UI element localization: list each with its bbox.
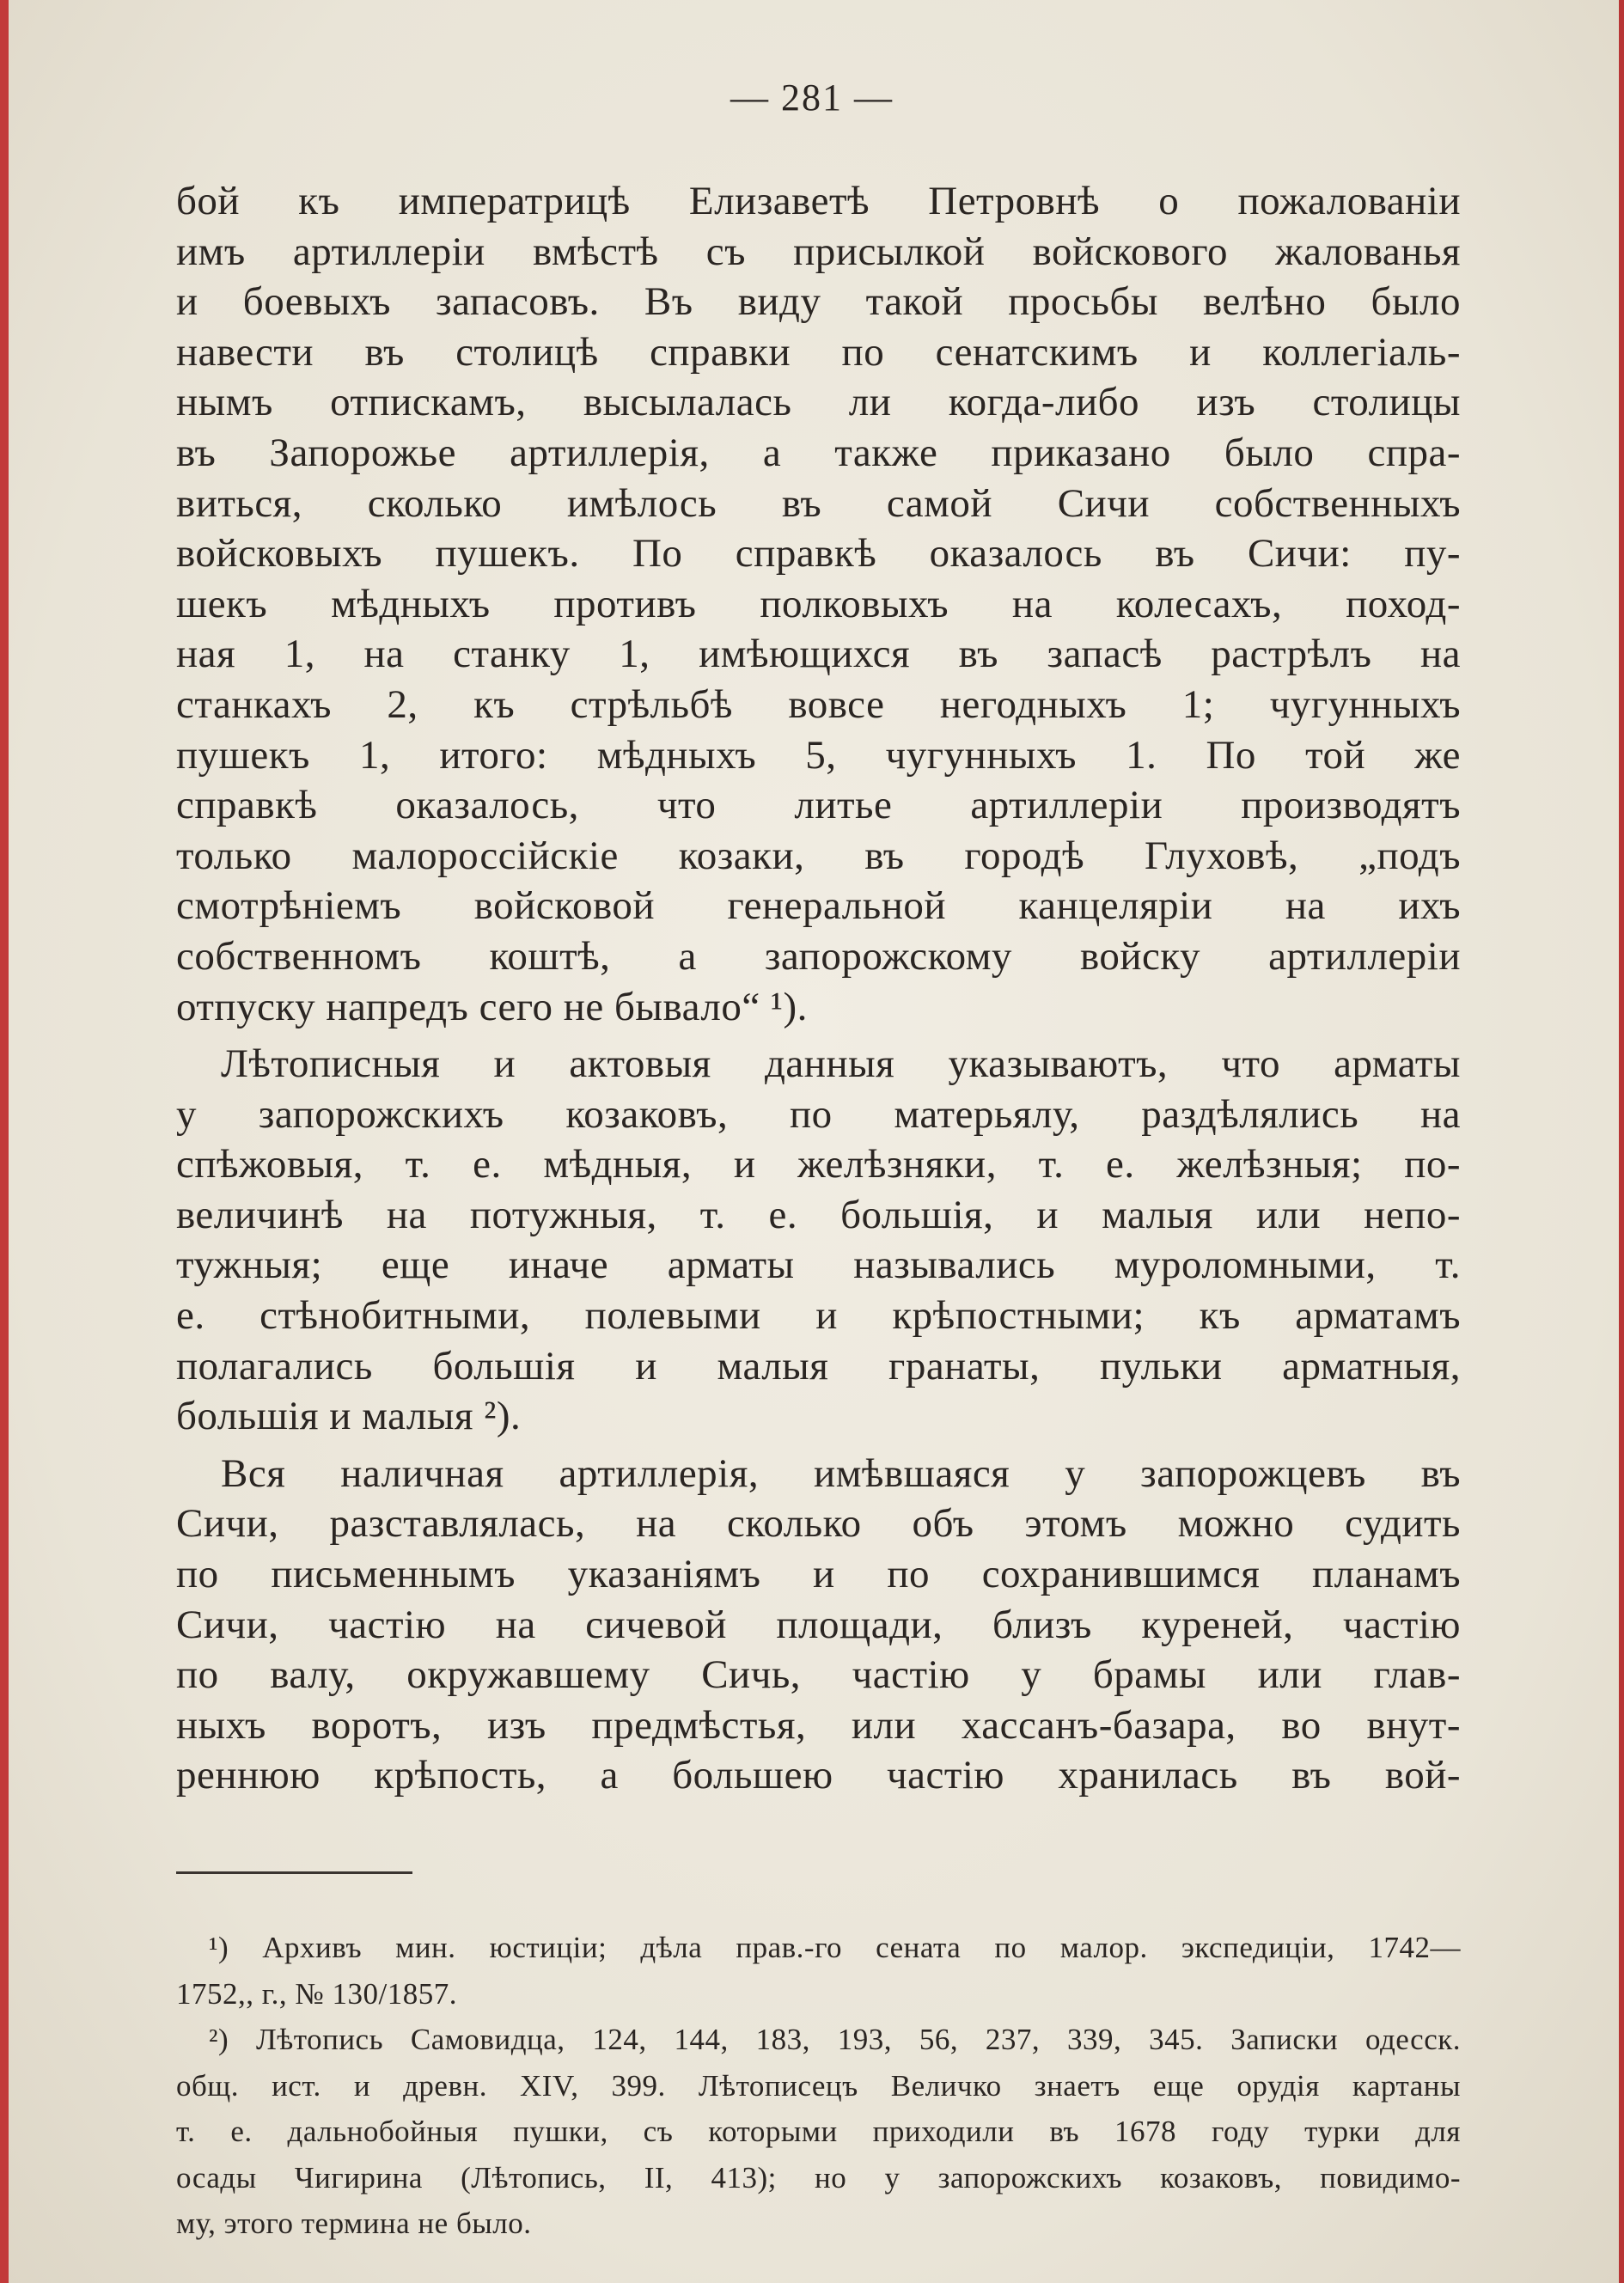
paragraph-gap — [176, 1442, 1461, 1449]
text-line: реннюю крѣпость, а большею частію хранилась въ вой- — [176, 1753, 1461, 1798]
text-line: Сичи, разставлялась, на сколько объ этомъ можно судить — [176, 1501, 1461, 1547]
text-line: по валу, окружавшему Сичь, частію у брамы или глав- — [176, 1652, 1461, 1698]
text-line: только малороссійскіе козаки, въ городѣ Глуховѣ, „подъ — [176, 833, 1461, 878]
text-line: пушекъ 1, итого: мѣдныхъ 5, чугунныхъ 1. По той же — [176, 732, 1461, 778]
text-line: бой къ императрицѣ Елизаветѣ Петровнѣ о пожалованіи — [176, 179, 1461, 223]
text-line: навести въ столицѣ справки по сенатскимъ и коллегіаль- — [176, 329, 1461, 375]
footnote-line: му, этого термина не было. — [176, 2207, 532, 2240]
body-text — [176, 176, 1461, 1801]
text-line: справкѣ оказалось, что литье артиллеріи производятъ — [176, 783, 1461, 828]
text-line: Вся наличная артиллерія, имѣвшаяся у запорожцевъ въ — [221, 1450, 1461, 1496]
footnotes — [176, 1925, 1461, 2247]
text-line: Сичи, частію на сичевой площади, близъ куреней, частію — [176, 1602, 1461, 1647]
footnote-line: ¹) Архивъ мин. юстиціи; дѣла прав.-го сената по малор. экспедиціи, 1742— — [209, 1931, 1461, 1964]
footnote-line: ²) Лѣтопись Самовидца, 124, 144, 183, 193, 56, 237, 339, 345. Записки одесск. — [209, 2023, 1461, 2056]
text-line: ная 1, на станку 1, имѣющихся въ запасѣ растрѣлъ на — [176, 632, 1461, 677]
text-line: спѣжовыя, т. е. мѣдныя, и желѣзняки, т. е. желѣзныя; по- — [176, 1142, 1461, 1187]
text-line: ныхъ воротъ, изъ предмѣстья, или хассанъ-базара, во внут- — [176, 1702, 1461, 1748]
page-number: — 281 — — [730, 76, 894, 119]
text-line: у запорожскихъ козаковъ, по матерьялу, раздѣлялись на — [176, 1091, 1461, 1137]
text-line: Лѣтописныя и актовыя данныя указываютъ, что арматы — [221, 1041, 1461, 1087]
text-line: въ Запорожье артиллерія, а также приказано было спра- — [176, 430, 1461, 475]
page-edge-right — [1619, 0, 1624, 2283]
text-line: смотрѣніемъ войсковой генеральной канцеляріи на ихъ — [176, 883, 1461, 929]
text-line: большія и малыя ²). — [176, 1394, 522, 1439]
text-line: собственномъ коштѣ, а запорожскому войску артиллеріи — [176, 933, 1461, 979]
text-line: нымъ отпискамъ, высылалась ли когда-либо изъ столицы — [176, 380, 1461, 425]
paragraph-gap — [176, 1032, 1461, 1039]
text-line: шекъ мѣдныхъ противъ полковыхъ на колесахъ, поход- — [176, 581, 1461, 626]
text-line: войсковыхъ пушекъ. По справкѣ оказалось въ Сичи: пу- — [176, 531, 1461, 577]
footnote-line: т. е. дальнобойныя пушки, съ которыми приходили въ 1678 году турки для — [176, 2115, 1461, 2148]
text-line: величинѣ на потужныя, т. е. большія, и малыя или непо- — [176, 1192, 1461, 1237]
text-line: виться, сколько имѣлось въ самой Сичи собственныхъ — [176, 480, 1461, 526]
text-line: отпуску напредъ сего не бывало“ ¹). — [176, 984, 808, 1029]
text-line: станкахъ 2, къ стрѣльбѣ вовсе негодныхъ 1; чугунныхъ — [176, 681, 1461, 727]
footnote-line: 1752,, г., № 130/1857. — [176, 1976, 458, 2011]
footnote-line: осады Чигирина (Лѣтопись, II, 413); но у запорожскихъ козаковъ, повидимо- — [176, 2160, 1461, 2194]
text-line: по письменнымъ указаніямъ и по сохранившимся планамъ — [176, 1552, 1461, 1597]
text-line: и боевыхъ запасовъ. Въ виду такой просьбы велѣно было — [176, 279, 1461, 325]
footnote-line: общ. ист. и древн. XIV, 399. Лѣтописецъ Величко знаетъ еще орудія картаны — [176, 2068, 1461, 2103]
text-line: имъ артиллеріи вмѣстѣ съ присылкой войскового жалованья — [176, 229, 1461, 274]
text-line: е. стѣнобитными, полевыми и крѣпостными; къ арматамъ — [176, 1293, 1461, 1339]
footnote-separator — [176, 1871, 412, 1874]
page-edge-left — [0, 0, 9, 2283]
text-line: полагались большія и малыя гранаты, пульки арматныя, — [176, 1343, 1461, 1389]
text-line: тужныя; еще иначе арматы назывались муроломными, т. — [176, 1242, 1461, 1288]
